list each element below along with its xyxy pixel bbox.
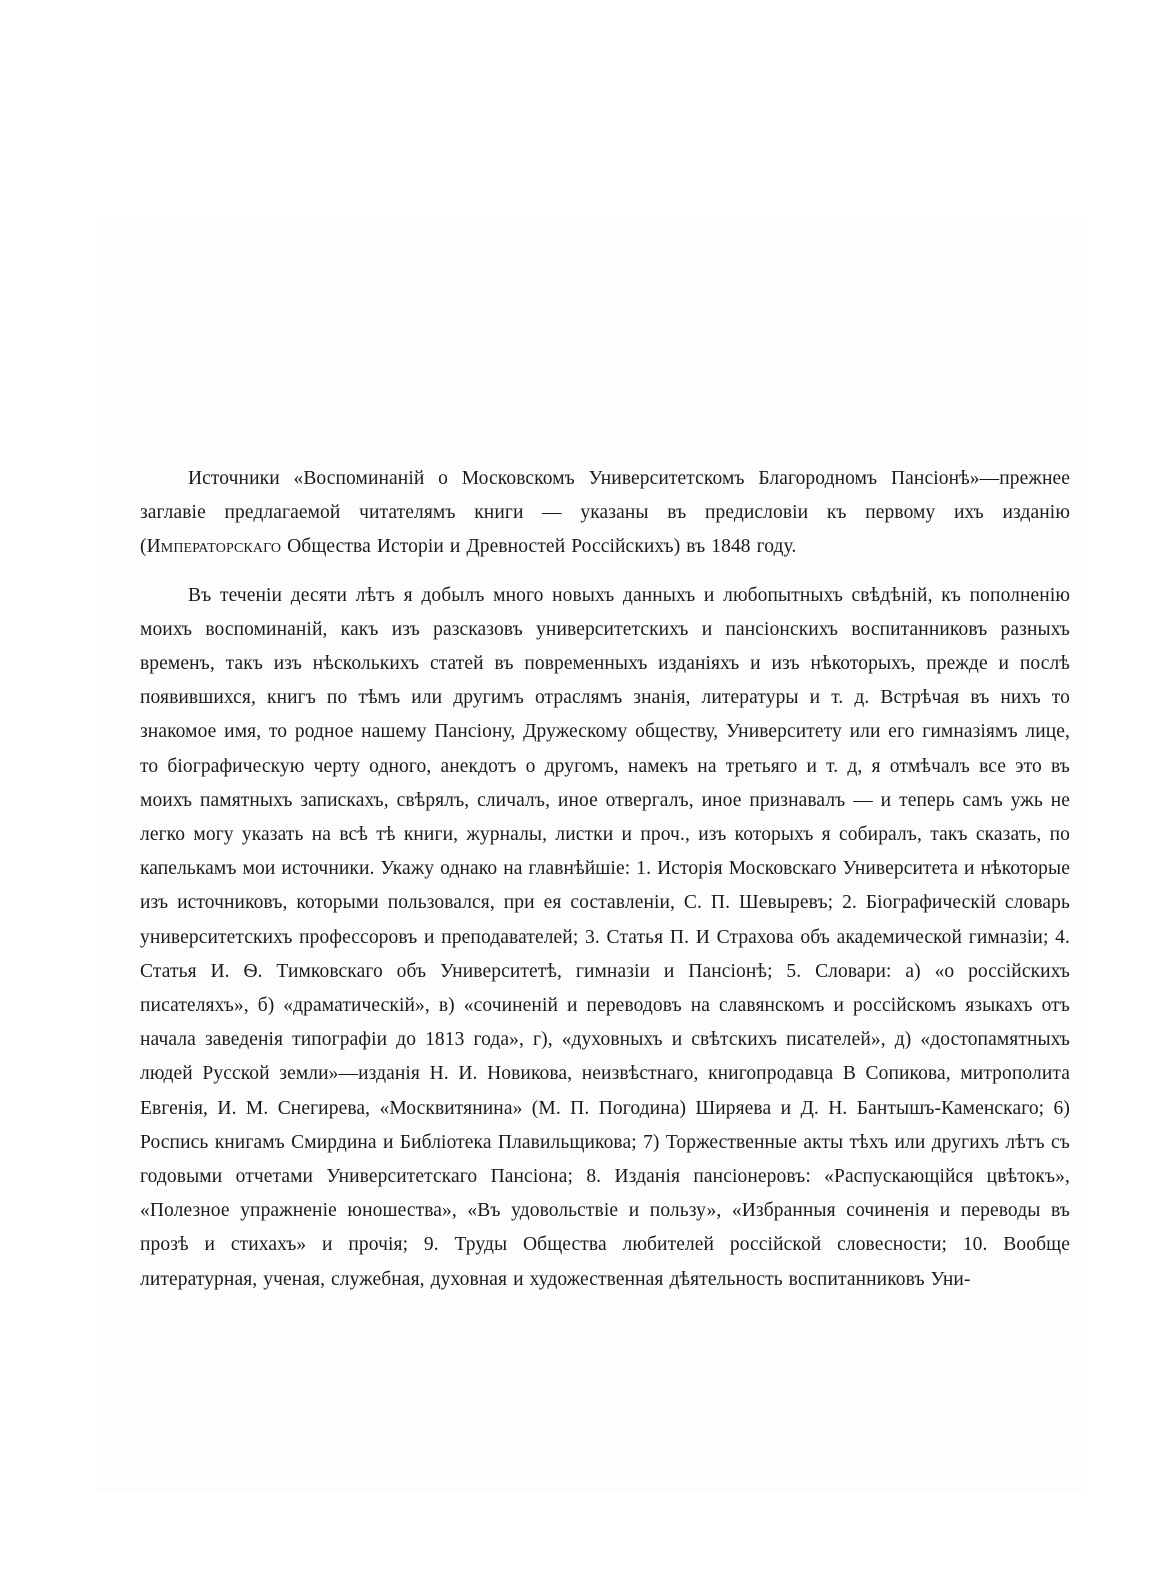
paragraph-1-small-caps: Императорскаго [146,536,282,558]
paragraph-1-text-end: Общества Исторіи и Древностей Россійскихъ) въ 1848 году. [281,536,797,558]
paragraph-sources-list: Въ теченіи десяти лѣтъ я добылъ много новыхъ данныхъ и любопытныхъ свѣдѣній, къ пополненію моихъ воспоминаній, какъ изъ разсказовъ университетскихъ и пансіонскихъ воспитанниковъ разныхъ временъ, такъ изъ нѣсколькихъ статей въ повременныхъ изданіяхъ и изъ нѣкоторыхъ, прежде и послѣ появившихся, книгъ по тѣмъ или другимъ отраслямъ знанія, литературы и т. д. Встрѣчая въ нихъ то знакомое имя, то родное нашему Пансіону, Дружескому обществу, Университету или его гимназіямъ лице, то біографическую черту одного, анекдотъ о другомъ, намекъ на третьяго и т. д, я отмѣчалъ все это въ моихъ памятныхъ запискахъ, свѣрялъ, сличалъ, иное отвергалъ, иное признавалъ — и теперь самъ ужь не легко могу указать на всѣ тѣ книги, журналы, листки и проч., изъ которыхъ я собиралъ, такъ сказать, по капелькамъ мои источники. Укажу однако на главнѣйшіе: 1. Исторія Московскаго Университета и нѣкоторые изъ источниковъ, которыми пользовался, при ея составленіи, С. П. Шевыревъ; 2. Біографическій словарь университетскихъ профессоровъ и преподавателей; 3. Статья П. И Страхова объ академической гимназіи; 4. Статья И. Ѳ. Тимковскаго объ Университетѣ, гимназіи и Пансіонѣ; 5. Словари: а) «о россійскихъ писателяхъ», б) «драматическій», в) «сочиненій и переводовъ на славянскомъ и россійскомъ языкахъ отъ начала заведенія типографіи до 1813 года», г), «духовныхъ и свѣтскихъ писателей», д) «достопамятныхъ людей Русской земли»—изданія Н. И. Новикова, неизвѣстнаго, книгопродавца В Сопикова, митрополита Евгенія, И. М. Снегирева, «Москвитянина» (М. П. Погодина) Ширяева и Д. Н. Бантышъ-Каменскаго; 6) Роспись книгамъ Смирдина и Библіотека Плавильщикова; 7) Торжественные акты тѣхъ или другихъ лѣтъ съ годовыми отчетами Университетскаго Пансіона; 8. Изданія пансіонеровъ: «Распускающійся цвѣтокъ», «Полезное упражненіе юношества», «Въ удовольствіе и пользу», «Избранныя сочиненія и переводы въ прозѣ и стихахъ» и прочія; 9. Труды Общества любителей россійской словесности; 10. Вообще литературная, ученая, служебная, духовная и художественная дѣятельность воспитанниковъ Уни- [140,584,1070,1290]
body-text [140,462,1070,1297]
paragraph-1-text-start: Источники «Воспоминаній о Московскомъ Университетскомъ Благородномъ Пансіонѣ»—прежнее заглавіе предлагаемой читателямъ книги — указаны въ предисловіи къ первому ихъ изданію ( [140,468,1070,558]
paragraph-sources-intro [140,462,1070,565]
